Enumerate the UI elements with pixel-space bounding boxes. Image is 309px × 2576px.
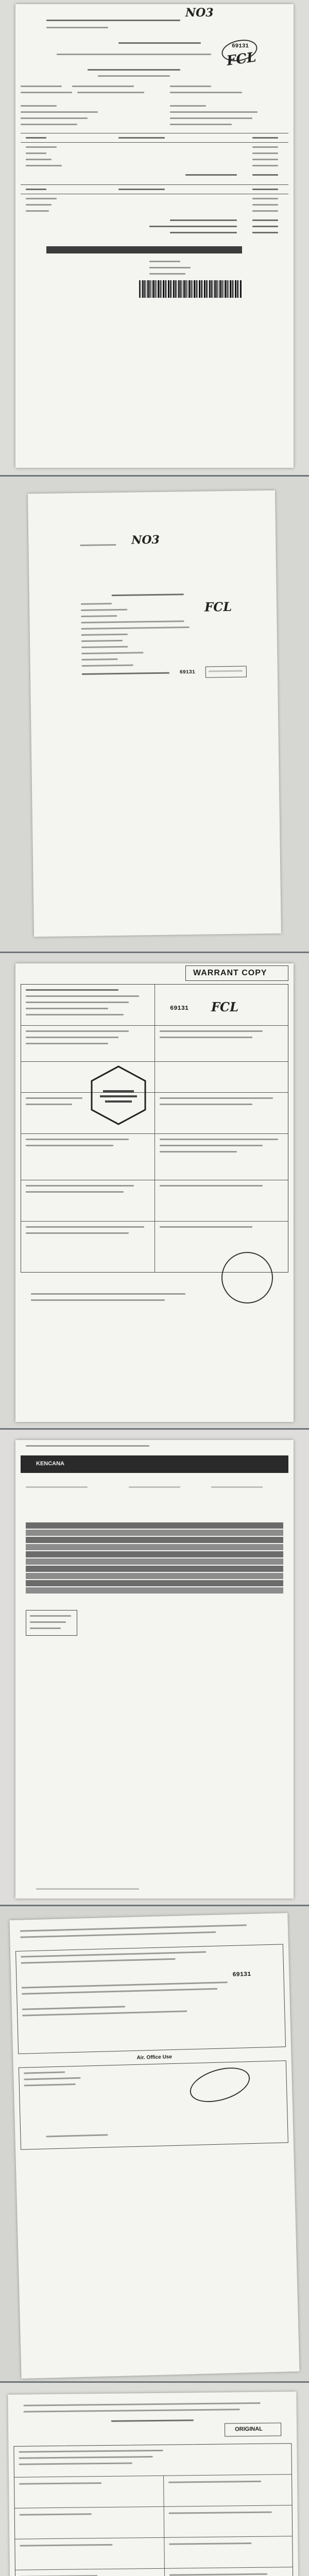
header-text-line xyxy=(20,1924,247,1932)
party-text-line xyxy=(21,117,88,119)
party-text-line xyxy=(170,117,252,119)
form-text-line xyxy=(160,1097,273,1099)
form-field-line xyxy=(81,609,127,611)
handwritten-note-line xyxy=(30,1615,71,1617)
column-header-line xyxy=(252,137,278,139)
form-text-line xyxy=(160,1145,263,1146)
footer-line xyxy=(149,267,191,268)
info-text-line xyxy=(211,1486,263,1488)
row-value-line xyxy=(252,159,278,160)
form-text-line xyxy=(26,1104,72,1105)
column-header-line xyxy=(26,189,46,190)
row-line xyxy=(26,210,49,212)
party-label-line xyxy=(21,105,57,107)
header-text-line xyxy=(46,20,180,21)
header-text-line xyxy=(20,1931,216,1938)
table-row xyxy=(26,1522,283,1529)
handwritten-note-box xyxy=(26,1610,77,1636)
footer-line xyxy=(149,273,185,275)
party-text-line xyxy=(21,111,98,113)
footer-text-line xyxy=(31,1299,165,1301)
warrant-copy-title: WARRANT COPY xyxy=(193,969,267,977)
declaration-box xyxy=(15,1944,286,2054)
form-field-line xyxy=(81,603,112,605)
form-grid-column xyxy=(154,984,155,1273)
field-line xyxy=(21,92,72,93)
field-line xyxy=(72,86,134,87)
form-text-line xyxy=(26,995,139,997)
form-text-line xyxy=(26,1145,113,1146)
party-text-line xyxy=(21,124,77,125)
row-line xyxy=(26,165,62,166)
form-text-line xyxy=(160,1104,252,1105)
row-value-line xyxy=(252,204,278,206)
form-text-line xyxy=(26,1185,134,1187)
header-text-line xyxy=(46,27,108,28)
header-text-line xyxy=(57,54,211,55)
scan-page-1 xyxy=(0,0,309,477)
handwritten-reference: NO3 xyxy=(185,6,214,20)
row-value-line xyxy=(252,198,278,199)
application-form-sheet xyxy=(8,2392,301,2576)
form-field-line xyxy=(82,665,133,667)
total-value-line xyxy=(252,219,278,221)
party-text-line xyxy=(170,124,232,125)
form-field-line xyxy=(82,658,118,660)
row-value-line xyxy=(252,165,278,166)
row-line xyxy=(26,146,57,148)
title-line xyxy=(88,69,180,71)
form-grid-row xyxy=(21,1061,288,1062)
column-header-line xyxy=(26,137,46,139)
field-line xyxy=(77,92,144,93)
table-row xyxy=(26,1580,283,1586)
table-row xyxy=(26,1530,283,1536)
scan-page-5 xyxy=(0,1906,309,2383)
stamp-number: 69131 xyxy=(232,1970,251,1978)
office-use-label: Air. Office Use xyxy=(136,2054,173,2061)
footer-text-line xyxy=(36,1888,139,1890)
table-row xyxy=(26,1544,283,1550)
column-header-line xyxy=(118,137,165,139)
form-text-line xyxy=(160,1226,252,1228)
handwritten-note-line xyxy=(30,1621,66,1623)
footer-text-line xyxy=(31,1293,185,1295)
form-field-line xyxy=(81,634,128,636)
field-line xyxy=(170,86,211,87)
form-text-line xyxy=(26,1226,144,1228)
form-text-line xyxy=(160,1151,237,1153)
document-title-line xyxy=(118,42,201,44)
row-value-line xyxy=(252,146,278,148)
total-label-line xyxy=(170,232,237,233)
header-text-line xyxy=(24,2402,261,2406)
form-field-line xyxy=(81,615,117,617)
stamp-number: 69131 xyxy=(232,43,249,49)
table-row xyxy=(26,1566,283,1572)
fcl-stamp: FCL xyxy=(204,599,232,615)
total-label-line xyxy=(149,226,237,227)
form-text-line xyxy=(160,1030,263,1032)
form-field-line xyxy=(81,652,143,654)
table-rule xyxy=(21,142,288,143)
declaration-form-sheet xyxy=(28,490,281,937)
header-text-line xyxy=(24,2409,240,2412)
table-rule xyxy=(21,184,288,185)
party-text-line xyxy=(170,111,258,113)
original-stamp-text: ORIGINAL xyxy=(235,2426,263,2433)
scan-page-2 xyxy=(0,477,309,953)
form-text-line xyxy=(26,1191,124,1193)
screenshot-printout-sheet xyxy=(15,1440,294,1899)
row-value-line xyxy=(252,210,278,212)
table-row xyxy=(26,1573,283,1579)
total-value-line xyxy=(252,226,278,227)
info-text-line xyxy=(129,1486,180,1488)
scan-page-3 xyxy=(0,953,309,1430)
table-row xyxy=(26,1558,283,1565)
field-line xyxy=(21,86,62,87)
header-text-line xyxy=(26,1445,149,1447)
scan-page-4 xyxy=(0,1430,309,1906)
fcl-stamp: FCL xyxy=(211,999,239,1014)
form-text-line xyxy=(26,989,118,991)
form-text-line xyxy=(160,1185,263,1187)
form-text-line xyxy=(26,1002,129,1003)
table-row xyxy=(26,1587,283,1594)
form-grid-row xyxy=(21,1133,288,1134)
row-line xyxy=(26,152,46,154)
form-text-line xyxy=(160,1139,278,1140)
form-field-line xyxy=(82,672,169,675)
document-sheet xyxy=(15,4,294,468)
form-field-line xyxy=(81,620,184,623)
row-line xyxy=(26,198,57,199)
form-text-line xyxy=(26,1139,129,1140)
form-text-line xyxy=(26,1030,129,1032)
form-text-line xyxy=(26,1014,124,1015)
round-seal xyxy=(221,1252,273,1303)
scan-page-6 xyxy=(0,2383,309,2576)
handwritten-note-line xyxy=(30,1628,61,1629)
party-label-line xyxy=(170,105,206,107)
app-logo-text: KENCANA xyxy=(36,1461,64,1467)
row-line xyxy=(26,204,52,206)
form-grid-row xyxy=(21,1092,288,1093)
total-value-line xyxy=(252,232,278,233)
form-field-line xyxy=(81,646,128,648)
header-text-line xyxy=(80,544,116,546)
total-label-line xyxy=(170,219,237,221)
form-text-line xyxy=(26,1232,129,1234)
table-row xyxy=(26,1551,283,1557)
subtotal-value-line xyxy=(252,174,278,176)
stamp-number: 69131 xyxy=(170,1005,189,1012)
warrant-form-sheet xyxy=(15,963,294,1422)
form-grid-row xyxy=(21,1221,288,1222)
fcl-stamp: FCL xyxy=(226,49,258,69)
form-text-line xyxy=(26,1097,82,1099)
title-line xyxy=(98,75,170,77)
declaration-sheet xyxy=(9,1913,299,2379)
form-text-line xyxy=(26,1008,108,1009)
form-title-line xyxy=(112,594,184,596)
footer-line xyxy=(149,261,180,262)
handwritten-reference: NO3 xyxy=(131,533,160,547)
highlighted-notice-bar xyxy=(46,246,242,253)
stamp-number: 69131 xyxy=(179,669,195,676)
form-field-line xyxy=(81,640,123,642)
form-text-line xyxy=(26,1037,118,1038)
row-line xyxy=(26,159,52,160)
form-field-line xyxy=(81,626,190,630)
form-grid-row xyxy=(21,1025,288,1026)
subtotal-label-line xyxy=(185,174,237,176)
form-text-line xyxy=(160,1037,252,1038)
barcode xyxy=(139,280,242,298)
form-title-line xyxy=(111,2419,194,2422)
column-header-line xyxy=(118,189,165,190)
row-value-line xyxy=(252,152,278,154)
column-header-line xyxy=(252,189,278,190)
table-row xyxy=(26,1537,283,1543)
field-line xyxy=(170,92,242,93)
form-text-line xyxy=(26,1043,108,1044)
hexagon-stamp xyxy=(88,1064,149,1126)
info-text-line xyxy=(26,1486,88,1488)
